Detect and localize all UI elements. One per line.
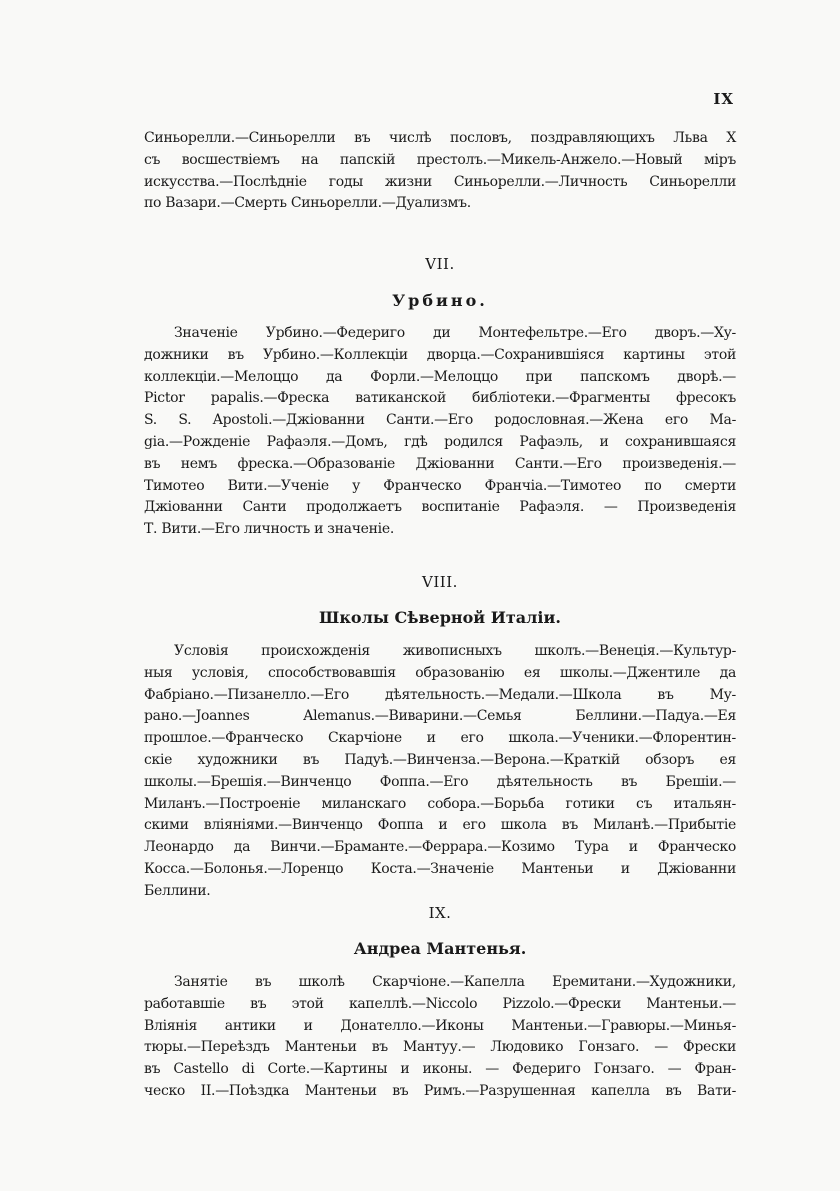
text-line: Синьорелли.—Синьорелли въ числѣ пословъ, поздравляющихъ Льва X xyxy=(144,130,736,146)
text-line: коллекціи.—Мелоццо да Форли.—Мелоццо при папскомъ дворѣ.— xyxy=(144,368,736,385)
text-line: ческо II.—Поѣздка Мантеньи въ Римъ.—Разрушенная капелла въ Вати- xyxy=(144,1082,736,1099)
text-line: рано.—Joannes Alemanus.—Виварини.—Семья Беллини.—Падуа.—Ея xyxy=(144,708,736,725)
text-line: Тимотео Вити.—Ученіе у Франческо Франчіа.—Тимотео по смерти xyxy=(144,477,736,494)
text-line: Вліянія антики и Донателло.—Иконы Мантеньи.—Гравюры.—Минья- xyxy=(144,1017,736,1034)
chapter-7-number: VII. xyxy=(425,255,455,273)
page-number: IX xyxy=(713,90,734,108)
text-line: прошлое.—Франческо Скарчіоне и его школа.—Ученики.—Флорентин- xyxy=(144,730,736,747)
text-line: Фабріано.—Пизанелло.—Его дѣятельность.—Медали.—Школа въ Му- xyxy=(144,686,736,703)
text-line: съ восшествіемъ на папскій престолъ.—Микель-Анжело.—Новый міръ xyxy=(144,151,736,168)
text-line: работавшіе въ этой капеллѣ.—Niccolo Pizzolo.—Фрески Мантеньи.— xyxy=(144,995,736,1012)
text-line: Pictor papalis.—Фреска ватиканской библіотеки.—Фрагменты фресокъ xyxy=(144,390,736,407)
chapter-7-title: Урбино. xyxy=(392,291,488,310)
text-line: Условія происхожденія живописныхъ школъ.—Венеція.—Культур- xyxy=(174,643,736,659)
text-line: Косса.—Болонья.—Лоренцо Коста.—Значеніе Мантеньи и Джіованни xyxy=(144,860,736,877)
text-line: ныя условія, способствовавшія образованію ея школы.—Джентиле да xyxy=(144,664,736,681)
text-line: gia.—Рожденіе Рафаэля.—Домъ, гдѣ родился Рафаэль, и сохранившаяся xyxy=(144,433,736,450)
text-line: по Вазари.—Смерть Синьорелли.—Дуализмъ. xyxy=(144,195,471,212)
text-line: Миланъ.—Построеніе миланскаго собора.—Борьба готики съ итальян- xyxy=(144,795,736,812)
chapter-8-summary xyxy=(144,641,736,903)
text-line: Т. Вити.—Его личность и значеніе. xyxy=(144,521,394,538)
text-line: Занятіе въ школѣ Скарчіоне.—Капелла Еремитани.—Художники, xyxy=(174,974,736,990)
text-line: скими вліяніями.—Винченцо Фоппа и его школа въ Миланѣ.—Прибытіе xyxy=(144,817,736,834)
chapter-8-title: Школы Сѣверной Италіи. xyxy=(319,608,561,627)
chapter-9-summary xyxy=(144,972,736,1103)
chapter-8-number: VIII. xyxy=(422,573,458,591)
chapter-6-summary-continuation xyxy=(144,128,736,215)
text-line: школы.—Брешія.—Винченцо Фоппа.—Его дѣятельность въ Брешіи.— xyxy=(144,773,736,790)
text-line: Джіованни Санти продолжаетъ воспитаніе Рафаэля. — Произведенія xyxy=(144,499,736,516)
chapter-9-title: Андреа Мантенья. xyxy=(353,939,527,958)
text-line: въ Castello di Corte.—Картины и иконы. — Федериго Гонзаго. — Фран- xyxy=(144,1061,736,1078)
text-line: S. S. Apostoli.—Джіованни Санти.—Его родословная.—Жена его Ма- xyxy=(144,412,736,429)
text-line: дожники въ Урбино.—Коллекціи дворца.—Сохранившіяся картины этой xyxy=(144,346,736,363)
text-line: Леонардо да Винчи.—Браманте.—Феррара.—Козимо Тура и Франческо xyxy=(144,839,736,856)
text-line: скіе художники въ Падуѣ.—Винченза.—Верона.—Краткій обзоръ ея xyxy=(144,751,736,768)
text-line: тюры.—Переѣздъ Мантеньи въ Мантуу.— Людовико Гонзаго. — Фрески xyxy=(144,1039,736,1056)
chapter-9-number: IX. xyxy=(428,904,452,922)
chapter-7-summary xyxy=(144,323,736,541)
text-line: въ немъ фреска.—Образованіе Джіованни Санти.—Его произведенія.— xyxy=(144,455,736,472)
text-line: искусства.—Послѣдніе годы жизни Синьорелли.—Личность Синьорелли xyxy=(144,173,736,190)
text-line: Значеніе Урбино.—Федериго ди Монтефельтре.—Его дворъ.—Ху- xyxy=(174,325,736,341)
text-line: Беллини. xyxy=(144,882,211,899)
